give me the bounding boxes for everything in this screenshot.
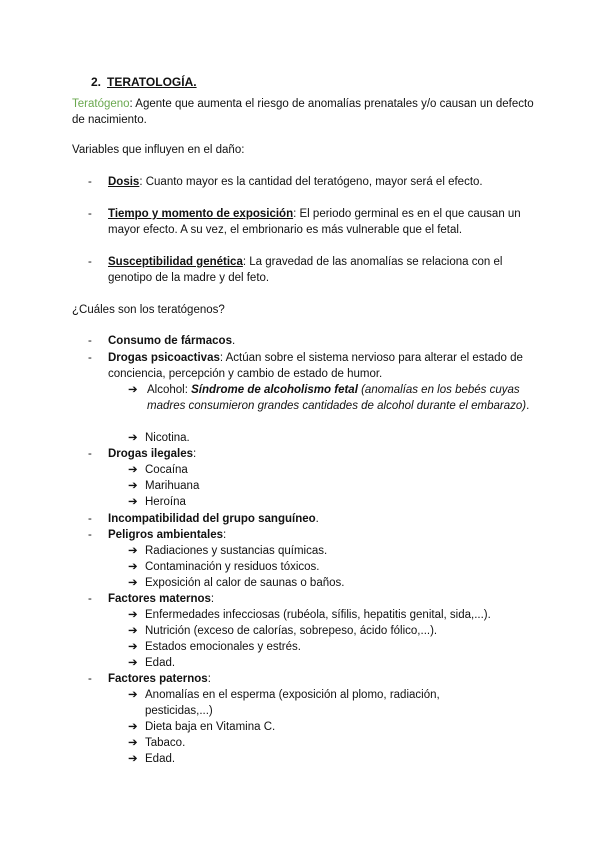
bullet-dash: - — [88, 529, 92, 541]
arrow-icon: ➔ — [128, 641, 138, 653]
variables-title: Variables que influyen en el daño: — [72, 144, 245, 156]
arrow-icon: ➔ — [128, 657, 138, 669]
sub-end: . — [526, 400, 530, 412]
arrow-icon: ➔ — [128, 721, 138, 733]
definition-paragraph — [72, 96, 542, 128]
bullet-dash: - — [88, 593, 92, 605]
section-heading — [91, 74, 197, 90]
arrow-icon: ➔ — [128, 480, 138, 492]
sub-item: Exposición al calor de saunas o baños. — [145, 577, 345, 589]
sub-item: Estados emocionales y estrés. — [145, 641, 301, 653]
bullet-dash: - — [88, 513, 92, 525]
arrow-icon: ➔ — [128, 561, 138, 573]
arrow-icon: ➔ — [128, 737, 138, 749]
sub-item: Enfermedades infecciosas (rubéola, sífilis, hepatitis genital, sida,...). — [145, 609, 491, 621]
variable-text: : El periodo germinal es en el que causan un mayor efecto. A su vez, el embrionario es más vulnerable que el fetal. — [108, 208, 521, 236]
sub-item: Marihuana — [145, 480, 200, 492]
item-text: : — [207, 673, 211, 685]
arrow-icon: ➔ — [128, 545, 138, 557]
item-text: : — [223, 529, 227, 541]
sub-item: Edad. — [145, 753, 176, 765]
variable-dosis — [108, 174, 533, 190]
sub-item: Contaminación y residuos tóxicos. — [145, 561, 320, 573]
sub-item: Edad. — [145, 657, 176, 669]
bullet-dash: - — [88, 256, 92, 268]
variable-tiempo — [108, 206, 533, 238]
sub-item-alcohol — [147, 382, 532, 414]
item-term: Incompatibilidad del grupo sanguíneo — [108, 513, 316, 525]
bullet-dash: - — [88, 352, 92, 364]
item-maternos — [108, 591, 533, 607]
arrow-icon: ➔ — [128, 384, 138, 396]
arrow-icon: ➔ — [128, 753, 138, 765]
variable-text: : La gravedad de las anomalías se relaciona con el genotipo de la madre y del feto. — [108, 256, 503, 284]
item-ilegales — [108, 446, 533, 462]
item-text: : — [193, 448, 197, 460]
bullet-dash: - — [88, 335, 92, 347]
sub-item: Cocaína — [145, 464, 188, 476]
sub-item: Heroína — [145, 496, 186, 508]
item-text: : Actúan sobre el sistema nervioso para alterar el estado de conciencia, percepción y cambio de estado de humor. — [108, 352, 523, 380]
bullet-dash: - — [88, 673, 92, 685]
item-farmacos — [108, 333, 533, 349]
bullet-dash: - — [88, 208, 92, 220]
item-term: Factores maternos — [108, 593, 211, 605]
arrow-icon: ➔ — [128, 577, 138, 589]
item-term: Peligros ambientales — [108, 529, 224, 541]
sub-item: Anomalías en el esperma (exposición al plomo, radiación, pesticidas,...) — [145, 689, 440, 717]
item-psicoactivas — [108, 350, 533, 382]
section-title: TERATOLOGÍA. — [107, 75, 197, 89]
arrow-icon: ➔ — [128, 496, 138, 508]
item-text: : — [210, 593, 215, 605]
item-ambientales — [108, 527, 533, 543]
arrow-icon: ➔ — [128, 625, 138, 637]
arrow-icon: ➔ — [128, 609, 138, 621]
sub-item: Nicotina. — [145, 432, 190, 444]
item-sanguineo — [108, 511, 533, 527]
question: ¿Cuáles son los teratógenos? — [72, 304, 225, 316]
item-text: . — [231, 335, 236, 347]
arrow-icon: ➔ — [128, 689, 138, 701]
item-paternos — [108, 671, 533, 687]
section-number: 2. — [91, 75, 102, 89]
variable-term: Tiempo y momento de exposición — [108, 208, 294, 220]
arrow-icon: ➔ — [128, 432, 138, 444]
sub-item: Dieta baja en Vitamina C. — [145, 721, 276, 733]
variable-susceptibilidad — [108, 254, 533, 286]
item-term: Factores paternos — [108, 673, 208, 685]
item-term: Drogas ilegales — [108, 448, 194, 460]
item-term: Drogas psicoactivas — [108, 352, 220, 364]
variable-term: Susceptibilidad genética — [108, 256, 243, 268]
sub-item: Nutrición (exceso de calorías, sobrepeso, ácido fólico,...). — [145, 625, 438, 637]
bullet-dash: - — [88, 448, 92, 460]
bullet-dash: - — [88, 176, 92, 188]
item-term: Consumo de fármacos — [108, 335, 232, 347]
variable-text: : Cuanto mayor es la cantidad del teratógeno, mayor será el efecto. — [139, 176, 483, 188]
arrow-icon: ➔ — [128, 464, 138, 476]
definition-term: Teratógeno — [72, 98, 130, 110]
sub-text: (anomalías en los bebés cuyas madres consumieron grandes cantidades de alcohol durante el embarazo) — [147, 384, 527, 412]
sub-item: Tabaco. — [145, 737, 186, 749]
definition-text: : Agente que aumenta el riesgo de anomalías prenatales y/o causan un defecto de nacimiento. — [72, 98, 534, 126]
sub-term: Síndrome de alcoholismo fetal — [191, 384, 358, 396]
sub-label: Alcohol: — [147, 384, 192, 396]
variable-term: Dosis — [108, 176, 140, 188]
sub-item: Radiaciones y sustancias químicas. — [145, 545, 328, 557]
item-text: . — [315, 513, 319, 525]
